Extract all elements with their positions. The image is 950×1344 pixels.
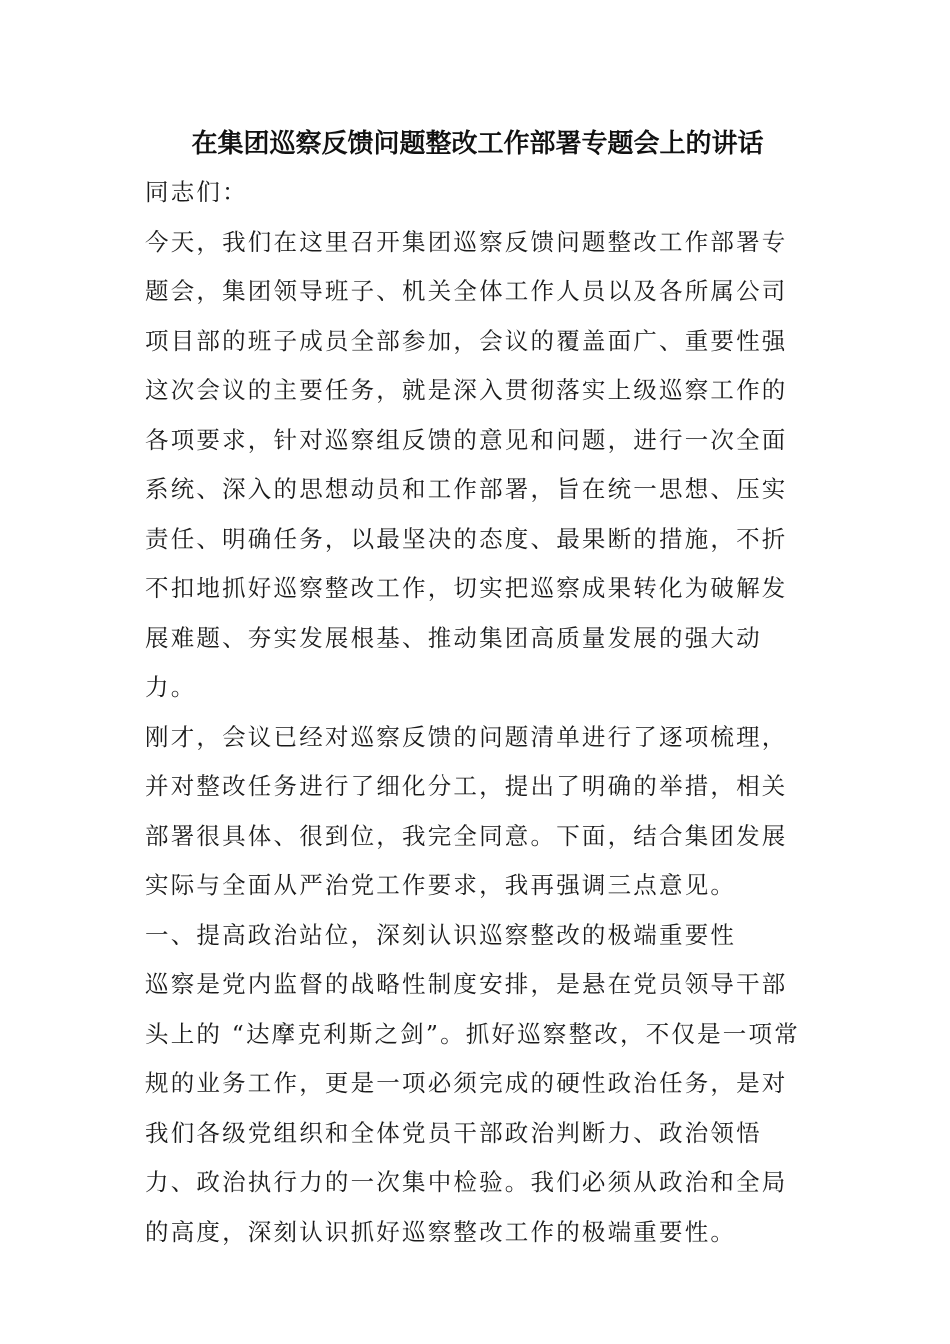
document-body — [145, 168, 810, 1257]
paragraph-arrangement: 刚才，会议已经对巡察反馈的问题清单进行了逐项梳理，并对整改任务进行了细化分工，提出了明确的举措，相关部署很具体、很到位，我完全同意。下面，结合集团发展实际与全面从严治党工作要求，我再强调三点意见。 — [145, 722, 788, 899]
paragraph-section-one: 巡察是党内监督的战略性制度安排，是悬在党员领导干部头上的 “达摩克利斯之剑”。抓好巡察整改，不仅是一项常规的业务工作，更是一项必须完成的硬性政治任务，是对我们各级党组织和全体党员干部政治判断力、政治领悟力、政治执行力的一次集中检验。我们必须从政治和全局的高度，深刻认识抓好巡察整改工作的极端重要性。 — [145, 970, 800, 1246]
greeting: 同志们： — [145, 178, 248, 206]
document-title: 在集团巡察反馈问题整改工作部署专题会上的讲话 — [191, 129, 764, 159]
section-heading-one: 一、提高政治站位，深刻认识巡察整改的极端重要性 — [145, 920, 737, 949]
paragraph-opening: 今天，我们在这里召开集团巡察反馈问题整改工作部署专题会，集团领导班子、机关全体工作人员以及各所属公司项目部的班子成员全部参加，会议的覆盖面广、重要性强这次会议的主要任务，就是深入贯彻落实上级巡察工作的各项要求，针对巡察组反馈的意见和问题，进行一次全面系统、深入的思想动员和工作部署，旨在统一思想、压实责任、明确任务，以最坚决的态度、最果断的措施，不折不扣地抓好巡察整改工作，切实把巡察成果转化为破解发展难题、夯实发展根基、推动集团高质量发展的强大动力。 — [145, 227, 788, 701]
